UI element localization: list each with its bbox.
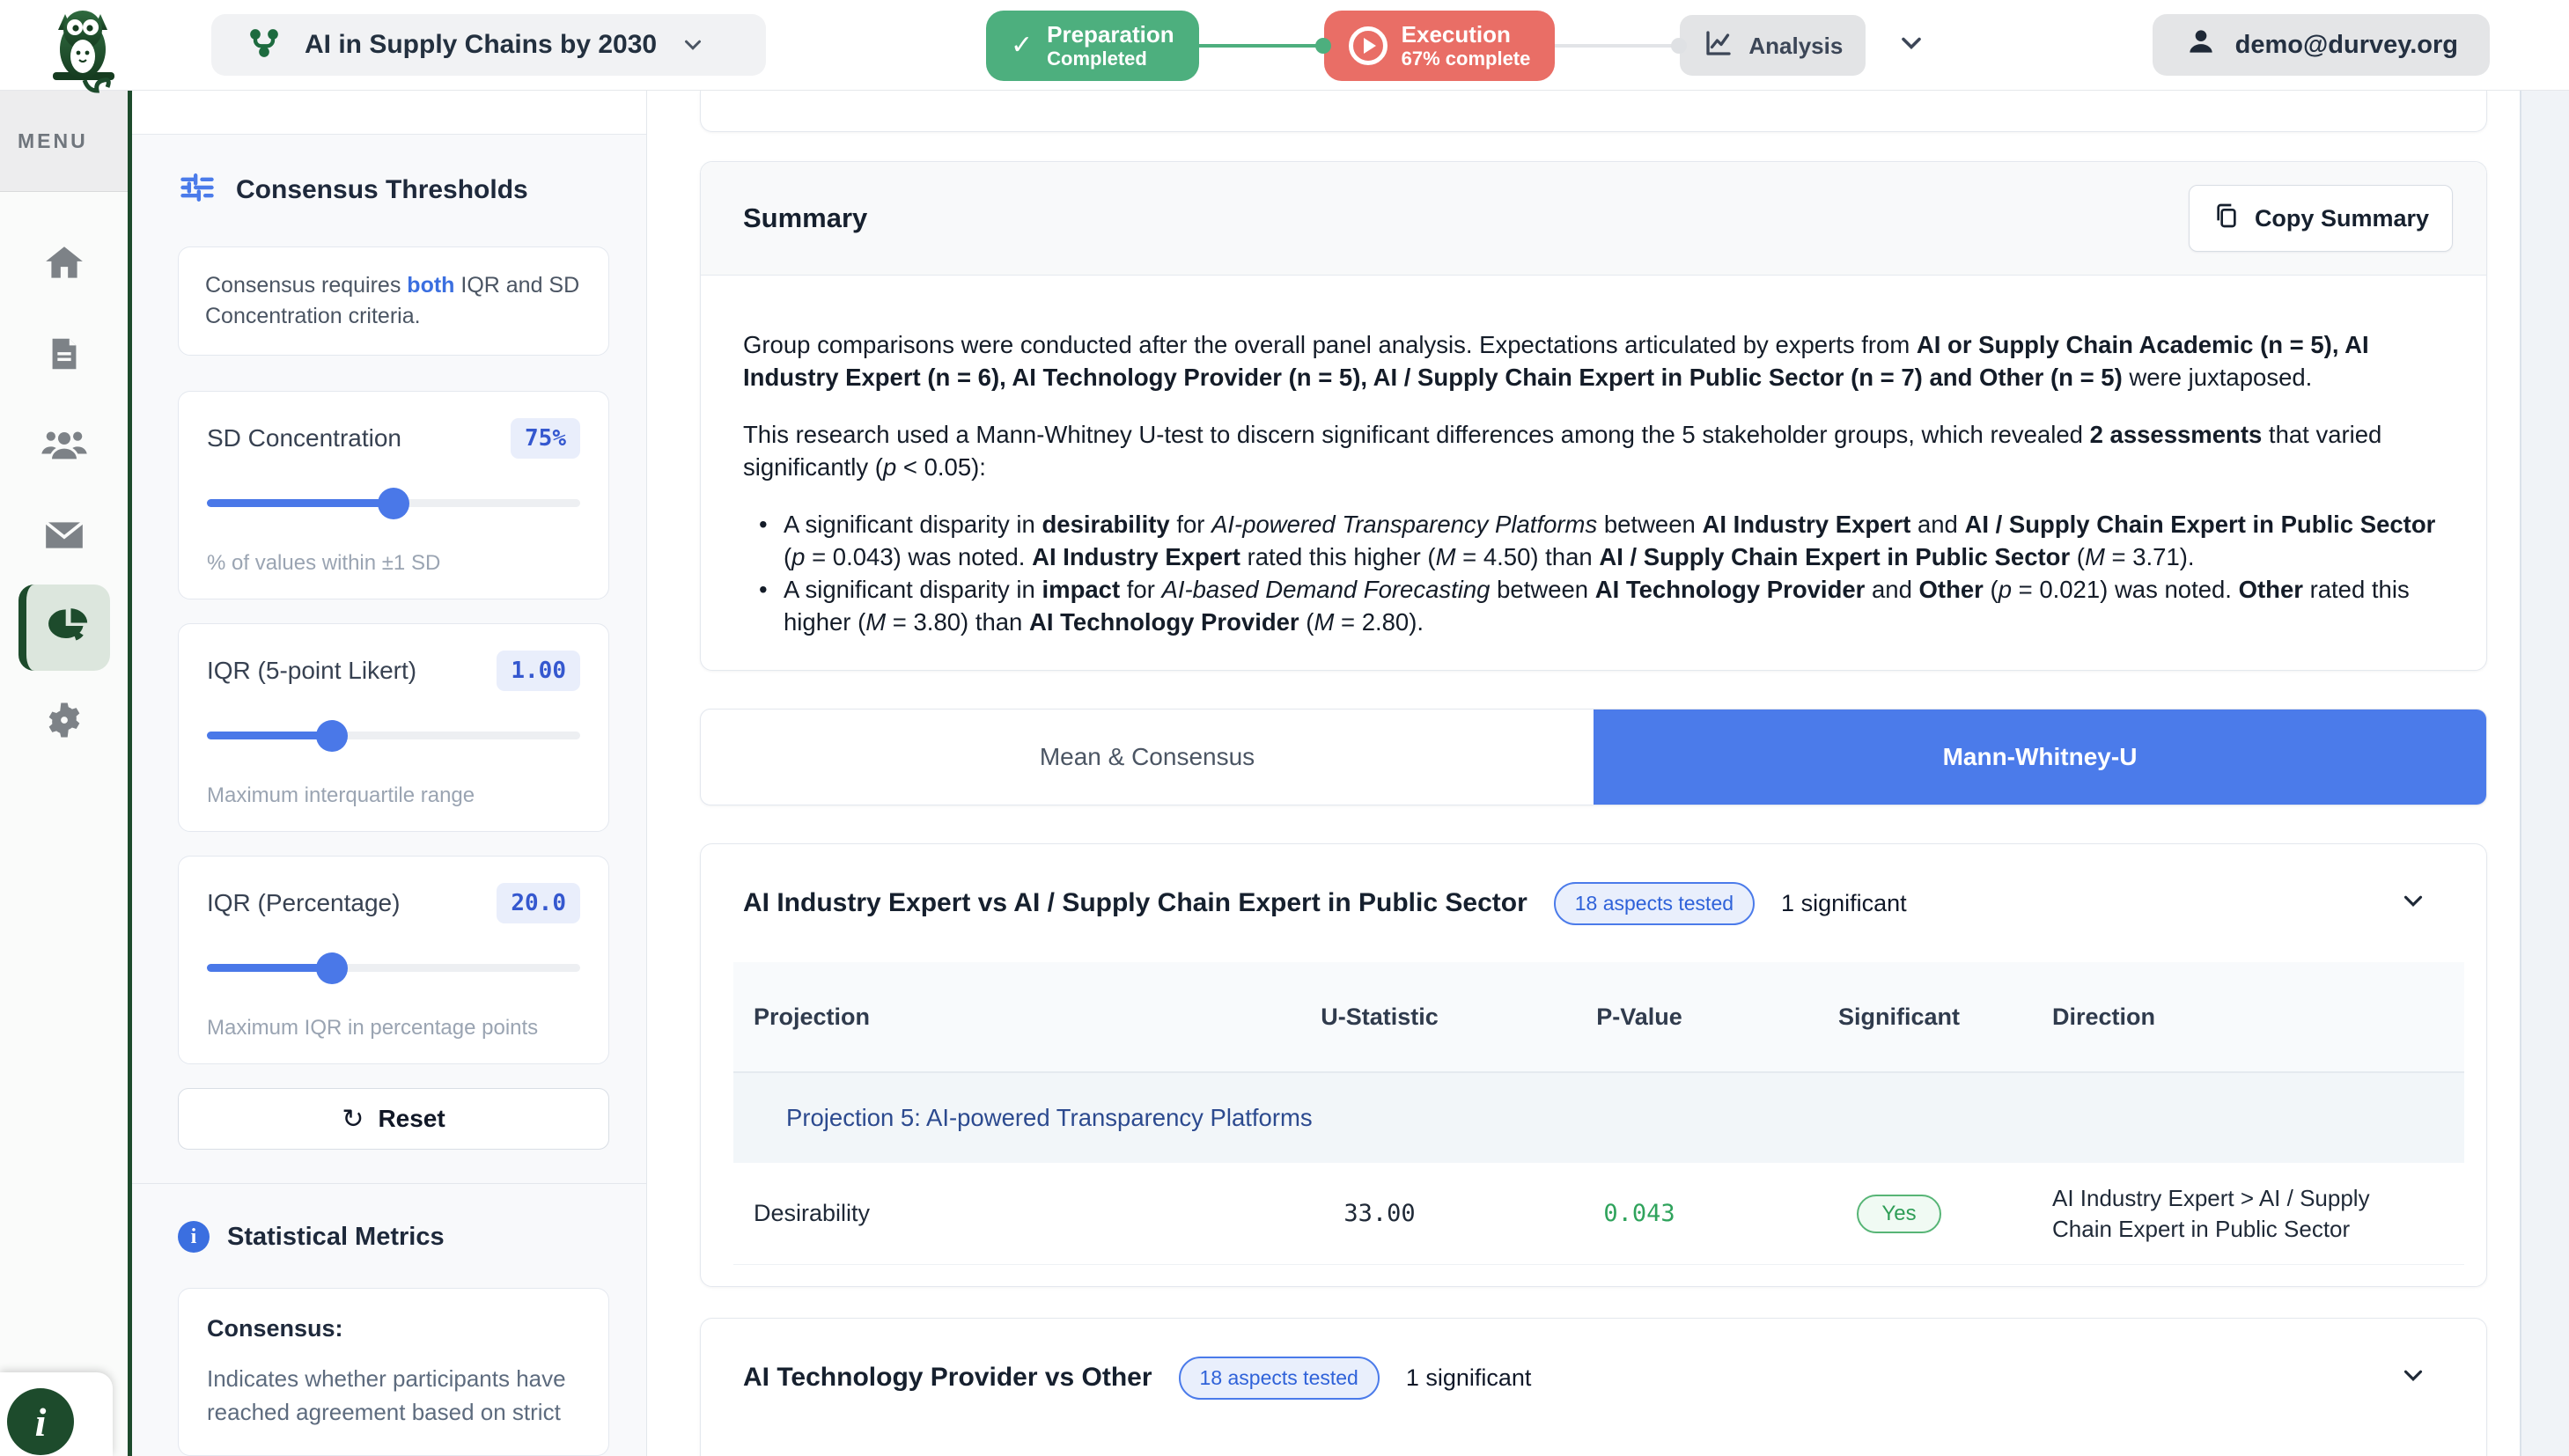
significant-count: 1 significant (1781, 889, 1907, 916)
help-widget[interactable] (0, 1372, 113, 1456)
slider-sd-concentration (178, 391, 609, 599)
slider-value-badge: 1.00 (497, 651, 580, 691)
step-title: Analysis (1748, 32, 1844, 59)
sidebar-item-settings[interactable] (41, 697, 87, 743)
step-subtitle: Completed (1047, 47, 1147, 70)
aspects-tested-badge: 18 aspects tested (1554, 882, 1755, 925)
slider-label: IQR (Percentage) (207, 889, 401, 916)
sd-concentration-slider[interactable] (207, 499, 580, 507)
copy-summary-button[interactable]: Copy Summary (2189, 185, 2453, 252)
filters-panel (132, 91, 647, 1456)
comparison-card (700, 1318, 2487, 1456)
sidebar-item-documents[interactable] (41, 331, 87, 377)
iqr-percentage-slider[interactable] (207, 964, 580, 972)
stepper-connector (1555, 44, 1680, 48)
results-table (733, 962, 2464, 1265)
tab-mann-whitney-u[interactable]: Mann-Whitney-U (1594, 710, 2486, 805)
slider-handle[interactable] (378, 488, 409, 519)
sidebar-item-participants[interactable] (41, 422, 87, 467)
slider-label: IQR (5-point Likert) (207, 657, 417, 684)
user-email: demo@durvey.org (2234, 30, 2458, 59)
user-menu[interactable] (2153, 14, 2490, 76)
chevron-down-icon (680, 32, 706, 58)
slider-caption: % of values within ±1 SD (207, 551, 441, 575)
slider-handle[interactable] (316, 952, 348, 984)
step-subtitle: 67% complete (1401, 47, 1531, 70)
step-title: Preparation (1047, 20, 1174, 48)
significant-badge: Yes (1857, 1195, 1940, 1233)
direction-cell: AI Industry Expert > AI / Supply Chain Expert in Public Sector (2052, 1184, 2370, 1242)
sliders-icon (178, 168, 217, 211)
top-bar (0, 0, 2569, 91)
table-header-row (733, 962, 2464, 1073)
slider-caption: Maximum interquartile range (207, 783, 475, 807)
mail-icon (42, 513, 86, 557)
summary-paragraph: Group comparisons were conducted after the overall panel analysis. Expectations articulated by experts from AI or Supply Chain Academic (n = 5), AI Industry Expert (n = 6), AI Technology Provider (n = 5), AI / Supply Chain Expert in Public Sector (n = 7) and Other (n = 5) were juxtaposed. (743, 331, 2369, 391)
scroll-gutter[interactable] (2520, 91, 2569, 1456)
previous-card-sliver (700, 91, 2487, 132)
significant-count: 1 significant (1405, 1364, 1532, 1391)
metric-consensus (178, 1288, 609, 1456)
chevron-down-icon[interactable] (2398, 886, 2428, 921)
analysis-tabs (700, 709, 2487, 805)
step-execution[interactable] (1324, 11, 1556, 81)
finding-item: • A significant disparity in desirability for AI-powered Transparency Platforms between AI Industry Expert and AI / Supply Chain Expert in Public Sector (p = 0.043) was noted. AI Industry Expert rated this higher (M = 4.50) than AI / Supply Chain Expert in Public Sector (M = 3.71). (752, 508, 2438, 573)
sidebar-item-home[interactable] (41, 240, 87, 286)
significant-cell (1770, 1195, 2028, 1233)
main-content (647, 91, 2520, 1456)
refresh-icon: ↻ (342, 1104, 364, 1134)
p-value-cell: 0.043 (1603, 1200, 1675, 1227)
column-header: U-Statistic (1321, 1003, 1439, 1030)
chevron-down-icon[interactable] (2398, 1361, 2428, 1395)
line-chart-icon (1703, 27, 1734, 63)
filters-title: Consensus Thresholds (236, 174, 528, 204)
iqr-likert-slider[interactable] (207, 732, 580, 739)
phase-stepper (986, 0, 1927, 91)
table-row (733, 1163, 2464, 1265)
owl-logo (46, 4, 137, 95)
aspect-cell: Desirability (754, 1200, 871, 1226)
slider-caption: Maximum IQR in percentage points (207, 1016, 539, 1040)
comparison-card (700, 843, 2487, 1287)
slider-handle[interactable] (316, 720, 348, 752)
sidebar-item-mail[interactable] (41, 512, 87, 558)
consensus-note: Consensus requires both IQR and SD Concentration criteria. (178, 246, 609, 356)
project-selector[interactable] (211, 14, 766, 76)
sidebar-item-analytics[interactable] (18, 585, 110, 671)
aspects-tested-badge: 18 aspects tested (1179, 1357, 1380, 1400)
slider-iqr-percentage (178, 856, 609, 1064)
step-analysis[interactable] (1680, 15, 1866, 76)
step-title: Execution (1401, 20, 1511, 48)
branch-icon (247, 26, 282, 65)
user-icon (2184, 25, 2218, 65)
column-header: Projection (754, 1003, 871, 1030)
check-icon: ✓ (1011, 31, 1034, 60)
comparison-title: AI Technology Provider vs Other (743, 1363, 1152, 1392)
projection-group-label: Projection 5: AI-powered Transparency Platforms (786, 1104, 1313, 1131)
menu-label: MENU (0, 91, 128, 192)
chevron-down-icon[interactable] (1895, 27, 1927, 63)
summary-card (700, 161, 2487, 671)
info-icon: i (178, 1221, 210, 1253)
comparison-title: AI Industry Expert vs AI / Supply Chain Expert in Public Sector (743, 888, 1527, 917)
tab-mean-consensus[interactable]: Mean & Consensus (1039, 743, 1255, 770)
project-name: AI in Supply Chains by 2030 (305, 30, 658, 59)
metric-term: Consensus: (207, 1315, 343, 1342)
pie-chart-icon (43, 601, 92, 655)
slider-value-badge: 20.0 (497, 883, 580, 923)
panel-top-sliver (132, 91, 646, 135)
slider-iqr-likert (178, 623, 609, 832)
play-icon (1349, 26, 1388, 65)
people-icon (40, 420, 89, 469)
column-header: P-Value (1596, 1003, 1682, 1030)
finding-item: • A significant disparity in impact for AI-based Demand Forecasting between AI Technology Provider and Other (p = 0.021) was noted. Other rated this higher (M = 3.80) than AI Technology Provider (M = 2.80). (752, 573, 2438, 638)
stepper-connector (1199, 44, 1324, 48)
column-header: Direction (2052, 1003, 2156, 1030)
summary-title: Summary (743, 202, 868, 233)
copy-icon (2212, 202, 2241, 236)
slider-value-badge: 75% (511, 418, 580, 459)
info-icon: i (7, 1388, 74, 1455)
nav-rail (0, 91, 132, 1456)
metrics-title: Statistical Metrics (227, 1222, 445, 1251)
step-preparation[interactable] (986, 11, 1199, 81)
metric-definition: Indicates whether participants have reached agreement based on strict (207, 1365, 566, 1425)
document-icon (44, 334, 85, 374)
u-statistic-cell: 33.00 (1343, 1200, 1416, 1227)
reset-button[interactable]: ↻ Reset (178, 1088, 609, 1150)
gear-icon (41, 697, 87, 743)
home-icon (42, 241, 86, 285)
summary-paragraph: This research used a Mann-Whitney U-test to discern significant differences among the 5 stakeholder groups, which revealed 2 assessments that varied significantly (p < 0.05): (743, 421, 2382, 481)
column-header: Significant (1837, 1003, 1960, 1030)
projection-group-row (733, 1073, 2464, 1163)
summary-findings (743, 508, 2438, 638)
slider-label: SD Concentration (207, 424, 402, 452)
